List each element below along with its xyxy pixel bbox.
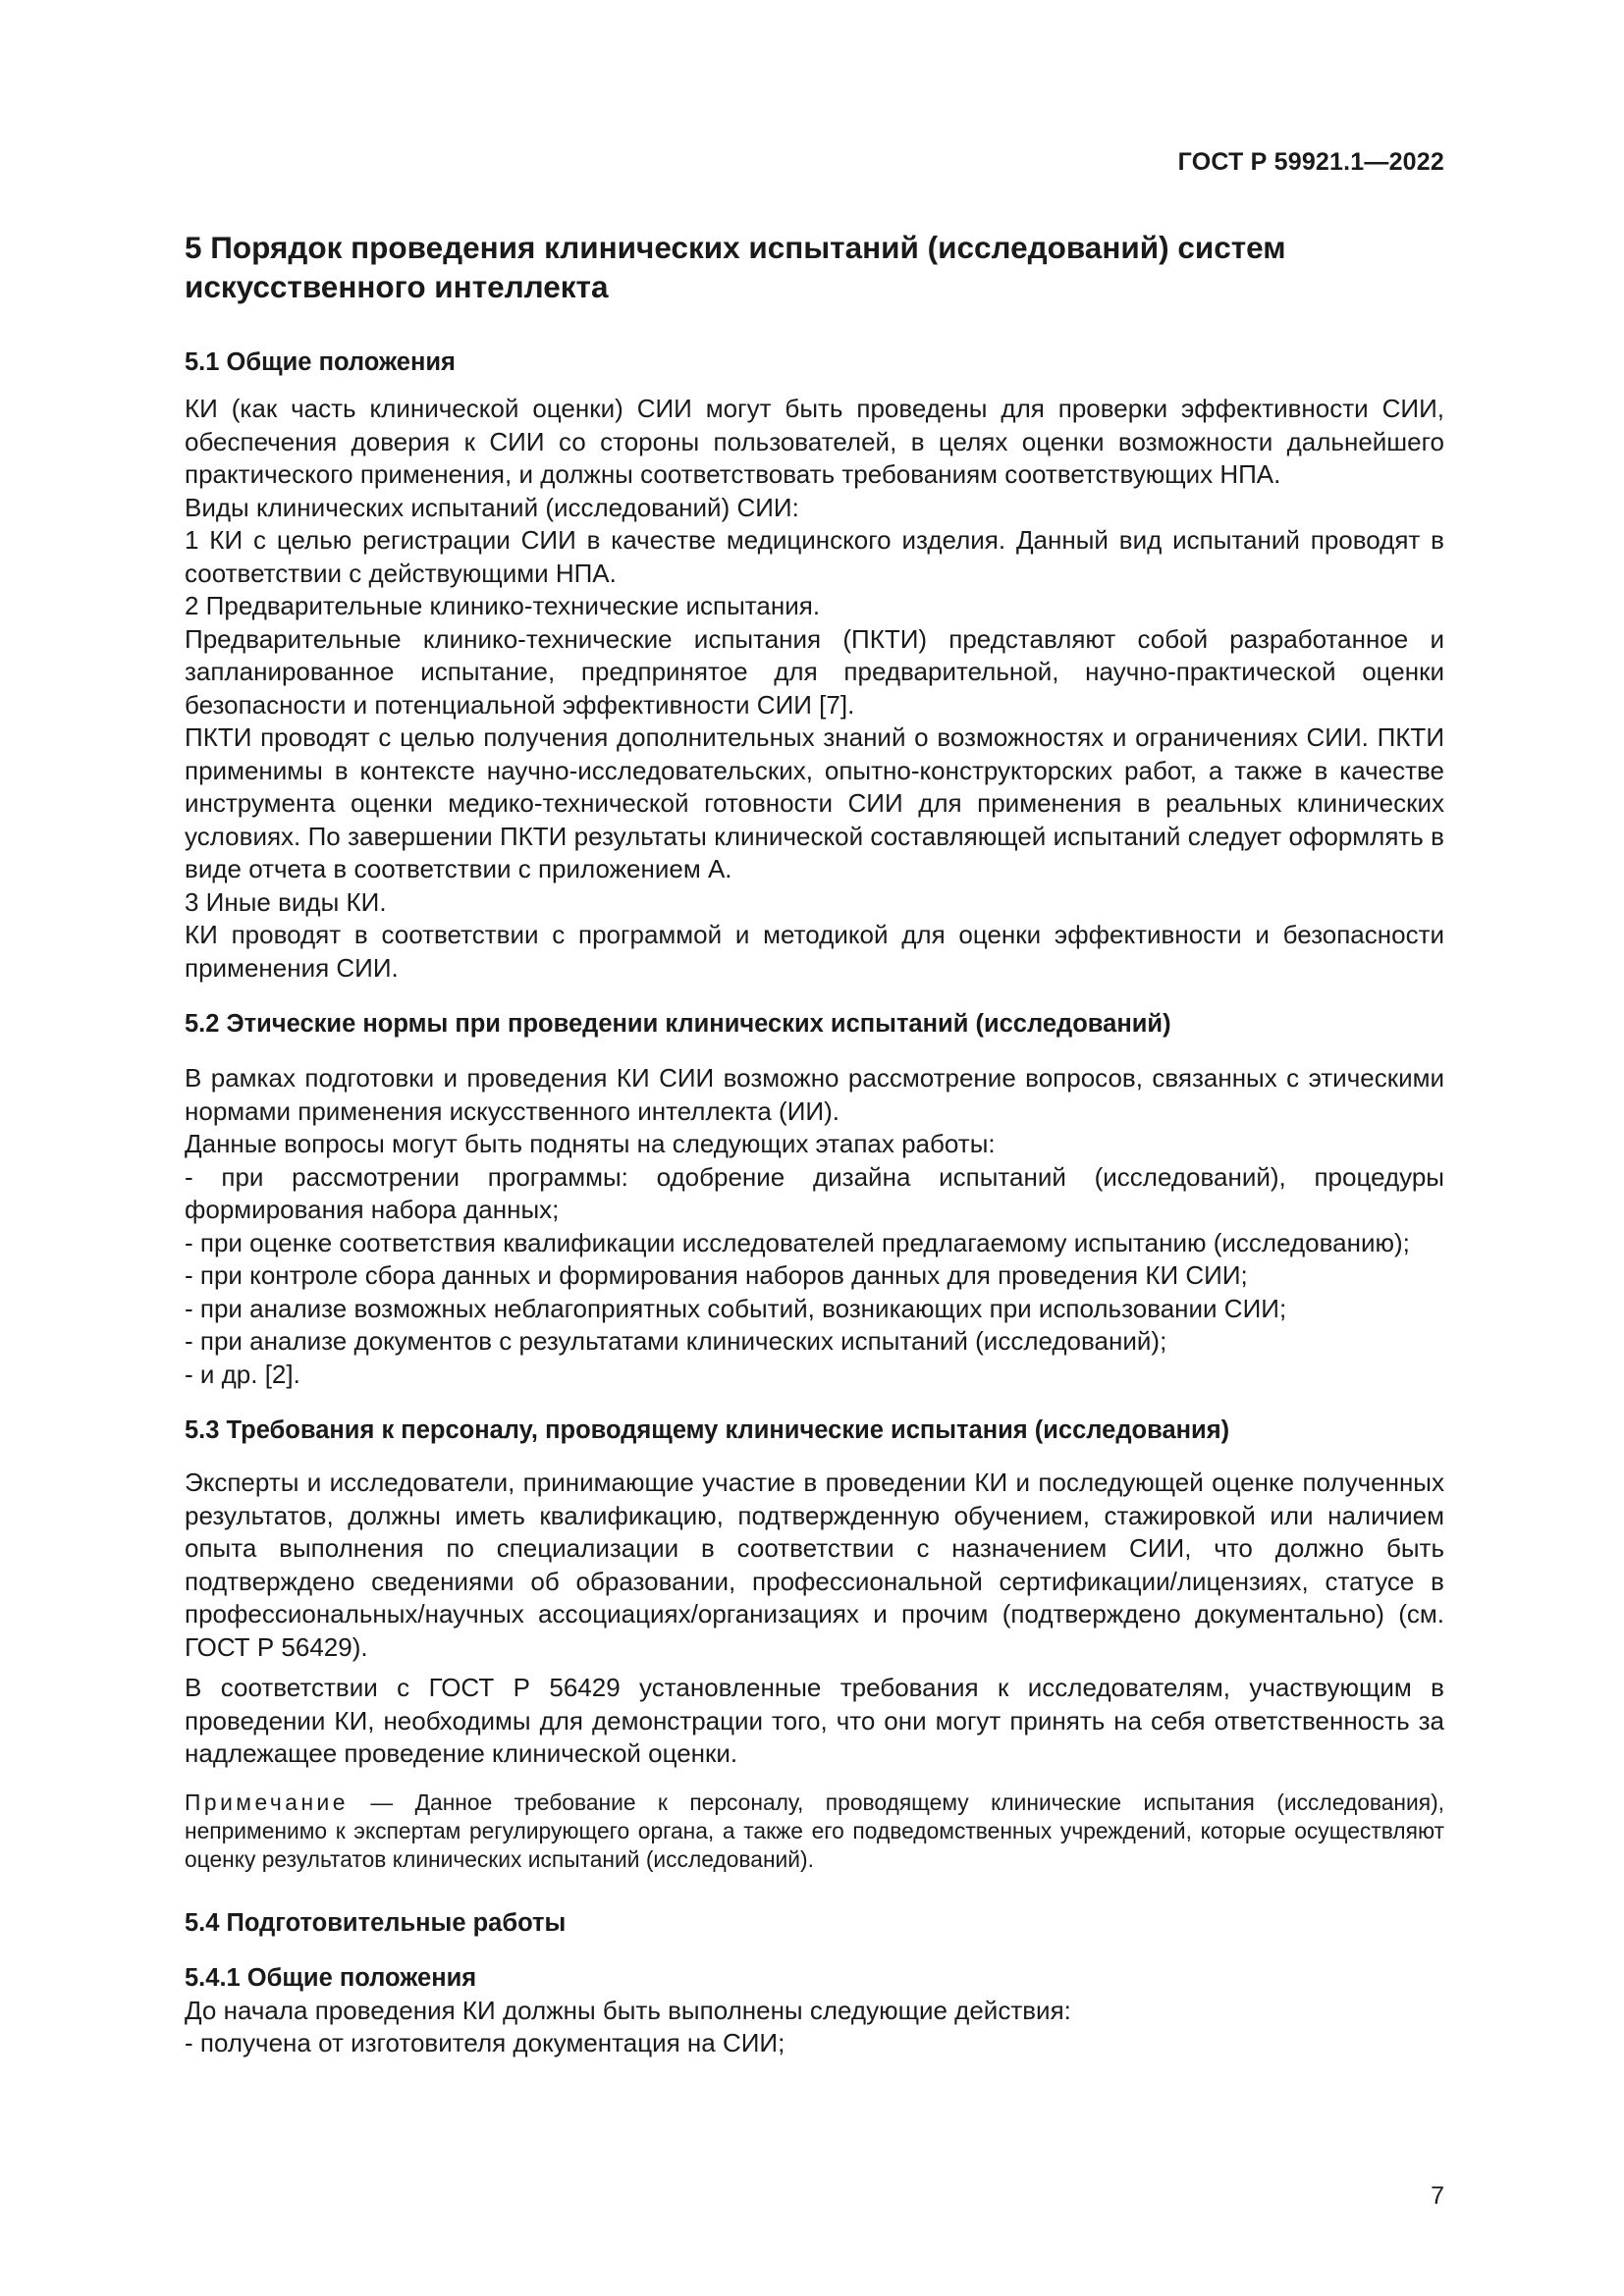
paragraph bbox=[185, 721, 1444, 886]
note-label: Примечание bbox=[185, 1789, 349, 1815]
paragraph-text: Предварительные клинико-технические испытания (ПКТИ) представляют собой разработанное и запланированное испытание, предпринятое для предварительной, научно-практической оценки безопасности и потенциальной эффективности СИИ [7]. bbox=[185, 623, 1444, 720]
list-item bbox=[185, 1359, 1444, 1392]
paragraph-text: 3 Иные виды КИ. bbox=[185, 886, 387, 917]
paragraph-text: Данные вопросы могут быть подняты на следующих этапах работы: bbox=[185, 1129, 996, 1158]
list-item-text: - при анализе документов с результатами клинических испытаний (исследований); bbox=[185, 1326, 1167, 1356]
paragraph bbox=[185, 623, 1444, 722]
list-item-text: - и др. [2]. bbox=[185, 1359, 300, 1389]
note bbox=[185, 1789, 1444, 1874]
paragraph-text: До начала проведения КИ должны быть выполнены следующие действия: bbox=[185, 1995, 1071, 2025]
paragraph-text: В соответствии с ГОСТ Р 56429 установленные требования к исследователям, участвующим в проведении КИ, необходимы для демонстрации того, что они могут принять на себя ответственность за надлежащее проведение клинической оценки. bbox=[185, 1673, 1444, 1768]
paragraph bbox=[185, 393, 1444, 492]
paragraph bbox=[185, 1467, 1444, 1664]
paragraph-text: ПКТИ проводят с целью получения дополнительных знаний о возможностях и ограничениях СИИ. ПКТИ применимы в контексте научно-исследовательских, опытно-конструкторских работ, а также в качестве инструмента оценки медико-технической готовности СИИ для применения в реальных клинических условиях. По завершении ПКТИ результаты клинической составляющей испытаний следует оформлять в виде отчета в соответствии с приложением А. bbox=[185, 722, 1444, 883]
list-item bbox=[185, 2027, 1444, 2060]
paragraph-text: 1 КИ с целью регистрации СИИ в качестве медицинского изделия. Данный вид испытаний проводят в соответствии с действующими НПА. bbox=[185, 525, 1444, 588]
list-item-text: - при контроле сбора данных и формирования наборов данных для проведения КИ СИИ; bbox=[185, 1260, 1248, 1290]
paragraph bbox=[185, 524, 1444, 590]
paragraph bbox=[185, 1995, 1444, 2028]
paragraph bbox=[185, 919, 1444, 985]
heading-5-2: 5.2 Этические нормы при проведении клинических испытаний (исследований) bbox=[185, 1010, 1171, 1038]
paragraph-text: Виды клинических испытаний (исследований) СИИ: bbox=[185, 492, 799, 522]
paragraph bbox=[185, 886, 1444, 920]
section-5-title: 5 Порядок проведения клинических испытаний (исследований) систем искусственного интеллекта bbox=[185, 230, 1286, 304]
list-item bbox=[185, 1227, 1444, 1260]
paragraph bbox=[185, 1062, 1444, 1128]
section-5-2-body bbox=[185, 1062, 1444, 1391]
paragraph bbox=[185, 1672, 1444, 1771]
list-item-text: - при рассмотрении программы: одобрение дизайна испытаний (исследований), процедуры формирования набора данных; bbox=[185, 1161, 1444, 1224]
list-item bbox=[185, 1259, 1444, 1293]
paragraph bbox=[185, 1128, 1444, 1161]
paragraph bbox=[185, 492, 1444, 525]
note-paragraph bbox=[185, 1789, 1444, 1874]
paragraph-text: Эксперты и исследователи, принимающие участие в проведении КИ и последующей оценке полученных результатов, должны иметь квалификацию, подтвержденную обучением, стажировкой или наличием опыта выполнения по специализации в соответствии с назначением СИИ, что должно быть подтверждено сведениями об образовании, профессиональной сертификации/лицензиях, статусе в профессиональных/научных ассоциациях/организациях и прочим (подтверждено документально) (см. ГОСТ Р 56429). bbox=[185, 1468, 1444, 1662]
document-code: ГОСТ Р 59921.1—2022 bbox=[1177, 148, 1444, 176]
list-item bbox=[185, 1325, 1444, 1359]
page-number: 7 bbox=[1431, 2182, 1444, 2210]
heading-5-4: 5.4 Подготовительные работы bbox=[185, 1908, 567, 1937]
list-item-text: - при оценке соответствия квалификации исследователей предлагаемому испытанию (исследованию); bbox=[185, 1227, 1410, 1257]
note-text: — Данное требование к персоналу, проводящему клинические испытания (исследования), неприменимо к экспертам регулирующего органа, а также его подведомственных учреждений, которые осуществляют оценку результатов клинических испытаний (исследований). bbox=[185, 1789, 1444, 1872]
list-item-text: - получена от изготовителя документация на СИИ; bbox=[185, 2028, 785, 2057]
paragraph-text: 2 Предварительные клинико-технические испытания. bbox=[185, 591, 821, 620]
list-item bbox=[185, 1161, 1444, 1227]
paragraph-text: В рамках подготовки и проведения КИ СИИ возможно рассмотрение вопросов, связанных с этическими нормами применения искусственного интеллекта (ИИ). bbox=[185, 1063, 1444, 1126]
paragraph-text: КИ проводят в соответствии с программой и методикой для оценки эффективности и безопасности применения СИИ. bbox=[185, 920, 1444, 983]
sections bbox=[185, 334, 1444, 2060]
heading-5-1: 5.1 Общие положения bbox=[185, 348, 456, 376]
section-5-4-1-body bbox=[185, 1995, 1444, 2060]
heading-5-4-1: 5.4.1 Общие положения bbox=[185, 1963, 477, 1992]
list-item bbox=[185, 1293, 1444, 1326]
section-5-1-body bbox=[185, 393, 1444, 985]
heading-5-3: 5.3 Требования к персоналу, проводящему клинические испытания (исследования) bbox=[185, 1416, 1230, 1444]
paragraph-text: КИ (как часть клинической оценки) СИИ могут быть проведены для проверки эффективности СИИ, обеспечения доверия к СИИ со стороны пользователей, в целях оценки возможности дальнейшего практического применения, и должны соответствовать требованиям соответствующих НПА. bbox=[185, 394, 1444, 489]
section-5-3-body bbox=[185, 1467, 1444, 1874]
list-item-text: - при анализе возможных неблагоприятных событий, возникающих при использовании СИИ; bbox=[185, 1293, 1287, 1323]
paragraph bbox=[185, 590, 1444, 623]
